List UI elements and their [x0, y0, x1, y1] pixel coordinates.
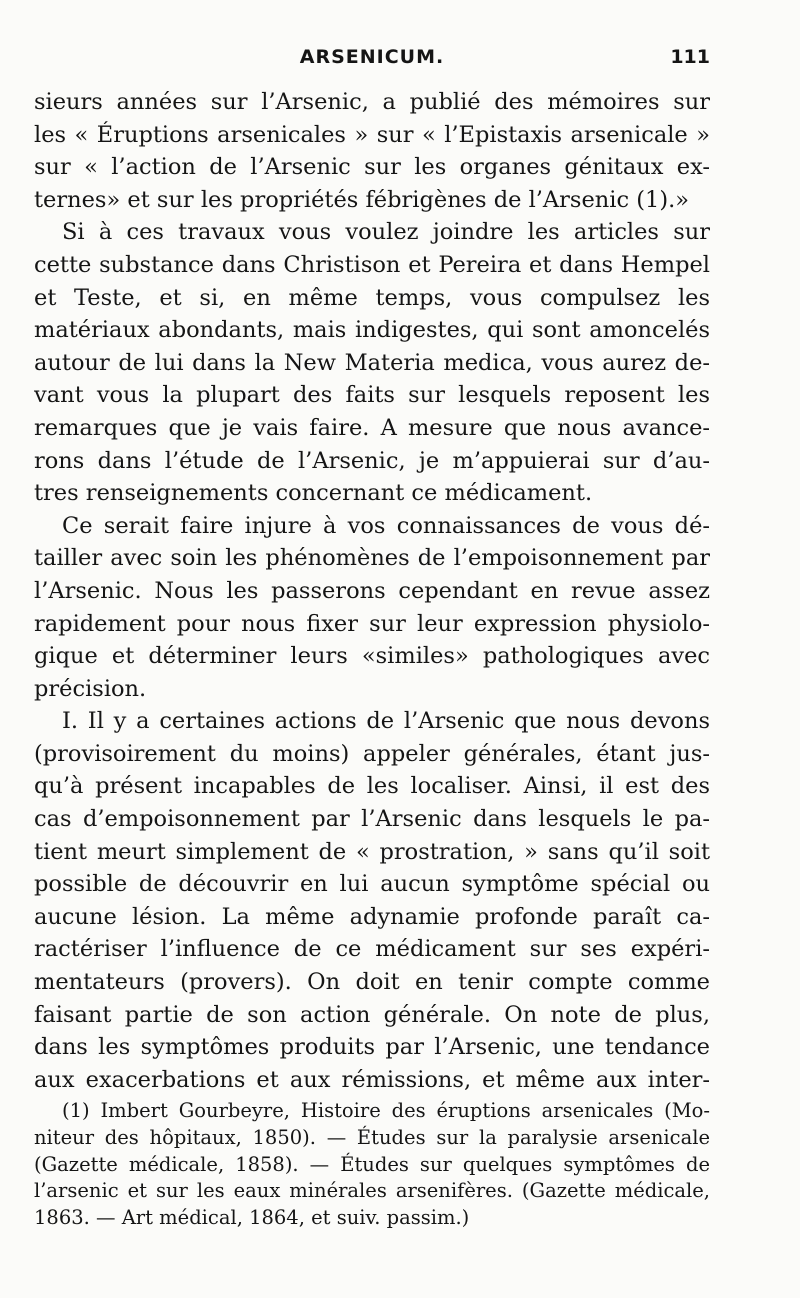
- text-line: qu’à présent incapables de les localiser. Ainsi, il est des: [34, 773, 710, 800]
- page-number: 111: [670, 46, 710, 68]
- text-line: mentateurs (provers). On doit en tenir compte comme: [34, 969, 710, 996]
- text-line: (provisoirement du moins) appeler générales, étant jus-: [34, 740, 710, 767]
- text-line: précision.: [34, 675, 147, 702]
- text-line: dans les symptômes produits par l’Arsenic, une tendance: [34, 1034, 710, 1061]
- page-header: [34, 46, 710, 74]
- text-line: remarques que je vais faire. A mesure que nous avance-: [34, 414, 710, 441]
- text-line: tient meurt simplement de « prostration, » sans qu’il soit: [34, 838, 710, 865]
- footnote-line: (1) Imbert Gourbeyre, Histoire des éruptions arsenicales (Mo-: [62, 1099, 710, 1122]
- footnote-line: l’arsenic et sur les eaux minérales arsenifères. (Gazette médicale,: [34, 1179, 710, 1203]
- body-text: [34, 86, 710, 1096]
- footnote-line: niteur des hôpitaux, 1850). — Études sur la paralysie arsenicale: [34, 1125, 710, 1149]
- text-line: vant vous la plupart des faits sur lesquels reposent les: [34, 382, 710, 409]
- text-line: Ce serait faire injure à vos connaissances de vous dé-: [62, 512, 710, 539]
- text-line: sieurs années sur l’Arsenic, a publié des mémoires sur: [34, 89, 710, 115]
- text-line: aux exacerbations et aux rémissions, et même aux inter-: [34, 1066, 710, 1093]
- text-line: sur « l’action de l’Arsenic sur les organes génitaux ex-: [34, 154, 710, 181]
- text-line: gique et déterminer leurs «similes» pathologiques avec: [34, 643, 710, 670]
- text-line: autour de lui dans la New Materia medica, vous aurez de-: [34, 349, 710, 376]
- footnotes: [34, 1098, 710, 1232]
- text-line: tailler avec soin les phénomènes de l’empoisonnement par: [34, 545, 710, 572]
- text-line: ractériser l’influence de ce médicament sur ses expéri-: [34, 936, 710, 963]
- text-line: les « Éruptions arsenicales » sur « l’Epistaxis arsenicale »: [34, 121, 710, 148]
- text-line: cas d’empoisonnement par l’Arsenic dans lesquels le pa-: [34, 806, 710, 833]
- running-title: ARSENICUM.: [299, 46, 445, 68]
- text-line: Si à ces travaux vous voulez joindre les articles sur: [62, 219, 710, 246]
- text-line: l’Arsenic. Nous les passerons cependant en revue assez: [34, 577, 710, 604]
- footnote-line: (Gazette médicale, 1858). — Études sur quelques symptômes de: [34, 1152, 710, 1176]
- text-line: cette substance dans Christison et Pereira et dans Hempel: [34, 251, 710, 278]
- text-line: rons dans l’étude de l’Arsenic, je m’appuierai sur d’au-: [34, 447, 710, 474]
- text-line: faisant partie de son action générale. On note de plus,: [34, 1001, 710, 1028]
- text-line: matériaux abondants, mais indigestes, qui sont amoncelés: [34, 317, 710, 344]
- text-line: tres renseignements concernant ce médicament.: [34, 480, 593, 507]
- text-line: aucune lésion. La même adynamie profonde paraît ca-: [34, 903, 710, 930]
- text-line: I. Il y a certaines actions de l’Arsenic que nous devons: [62, 708, 710, 735]
- text-line: et Teste, et si, en même temps, vous compulsez les: [34, 284, 710, 311]
- text-line: ternes» et sur les propriétés fébrigènes de l’Arsenic (1).»: [34, 186, 690, 213]
- text-line: possible de découvrir en lui aucun symptôme spécial ou: [34, 871, 710, 898]
- text-line: rapidement pour nous fixer sur leur expression physiolo-: [34, 610, 710, 637]
- footnote-line: 1863. — Art médical, 1864, et suiv. passim.): [34, 1206, 470, 1230]
